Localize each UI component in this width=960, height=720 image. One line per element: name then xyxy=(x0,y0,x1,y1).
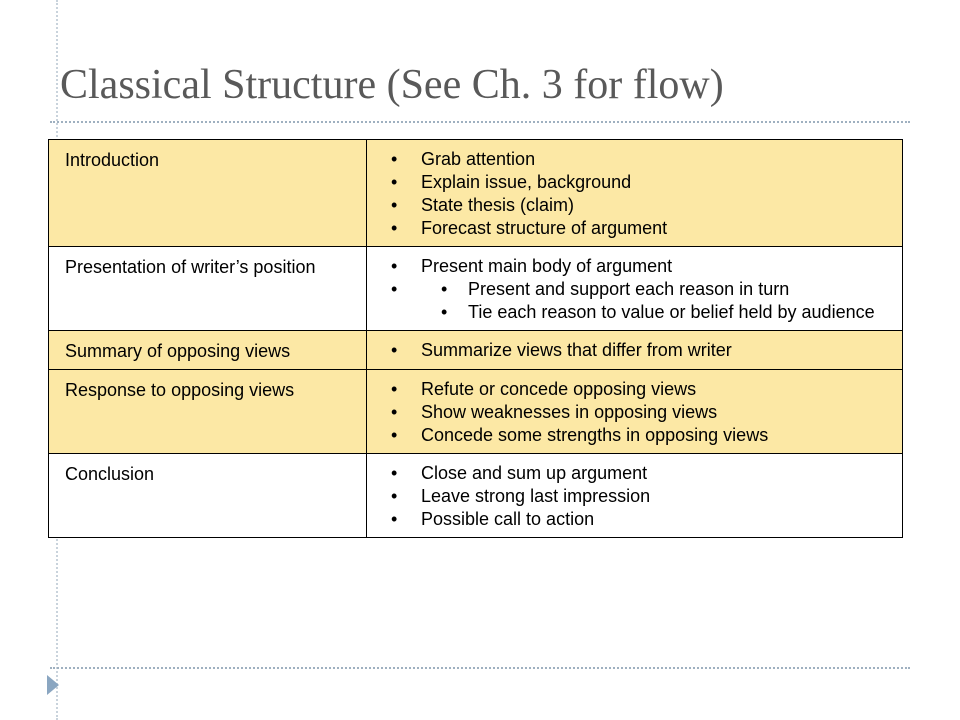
bullet-list xyxy=(391,148,894,240)
bullet-list xyxy=(391,255,894,278)
table-row-introduction xyxy=(49,140,903,247)
row-content xyxy=(367,140,903,247)
bullet-list xyxy=(391,339,894,362)
title-divider xyxy=(50,121,910,123)
row-label: Response to opposing views xyxy=(49,370,367,454)
row-label: Presentation of writer’s position xyxy=(49,247,367,331)
sub-bullet-wrapper xyxy=(391,278,894,324)
row-content xyxy=(367,331,903,370)
bullet-item: • Present main body of argument xyxy=(391,255,894,278)
bullet-item: • Show weaknesses in opposing views xyxy=(391,401,894,424)
sub-bullet-item: • • Present and support each reason in turn xyxy=(441,278,894,301)
bullet-item: • State thesis (claim) xyxy=(391,194,894,217)
bullet-item: • Grab attention xyxy=(391,148,894,171)
sub-bullet-list xyxy=(391,278,894,324)
bullet-item: • Close and sum up argument xyxy=(391,462,894,485)
row-content xyxy=(367,370,903,454)
row-label: Summary of opposing views xyxy=(49,331,367,370)
row-content xyxy=(367,247,903,331)
slide-title: Classical Structure (See Ch. 3 for flow) xyxy=(60,62,724,108)
bullet-item: • Summarize views that differ from writer xyxy=(391,339,894,362)
triangle-arrow-icon xyxy=(47,675,59,695)
row-label: Conclusion xyxy=(49,454,367,538)
table-row-conclusion xyxy=(49,454,903,538)
table-row-writers-position xyxy=(49,247,903,331)
row-content xyxy=(367,454,903,538)
table-row-response-opposing xyxy=(49,370,903,454)
bullet-item: • Possible call to action xyxy=(391,508,894,531)
sub-bullet-container xyxy=(391,278,894,324)
bullet-list xyxy=(391,462,894,531)
bullet-item: • Explain issue, background xyxy=(391,171,894,194)
bullet-item: • Concede some strengths in opposing views xyxy=(391,424,894,447)
row-label: Introduction xyxy=(49,140,367,247)
table-row-summary-opposing xyxy=(49,331,903,370)
footer-divider xyxy=(50,667,910,669)
bullet-item: • Leave strong last impression xyxy=(391,485,894,508)
bullet-list xyxy=(391,378,894,447)
sub-bullet-item: • Tie each reason to value or belief held by audience xyxy=(441,301,894,324)
bullet-item: • Refute or concede opposing views xyxy=(391,378,894,401)
classical-structure-table xyxy=(48,139,903,538)
bullet-item: • Forecast structure of argument xyxy=(391,217,894,240)
